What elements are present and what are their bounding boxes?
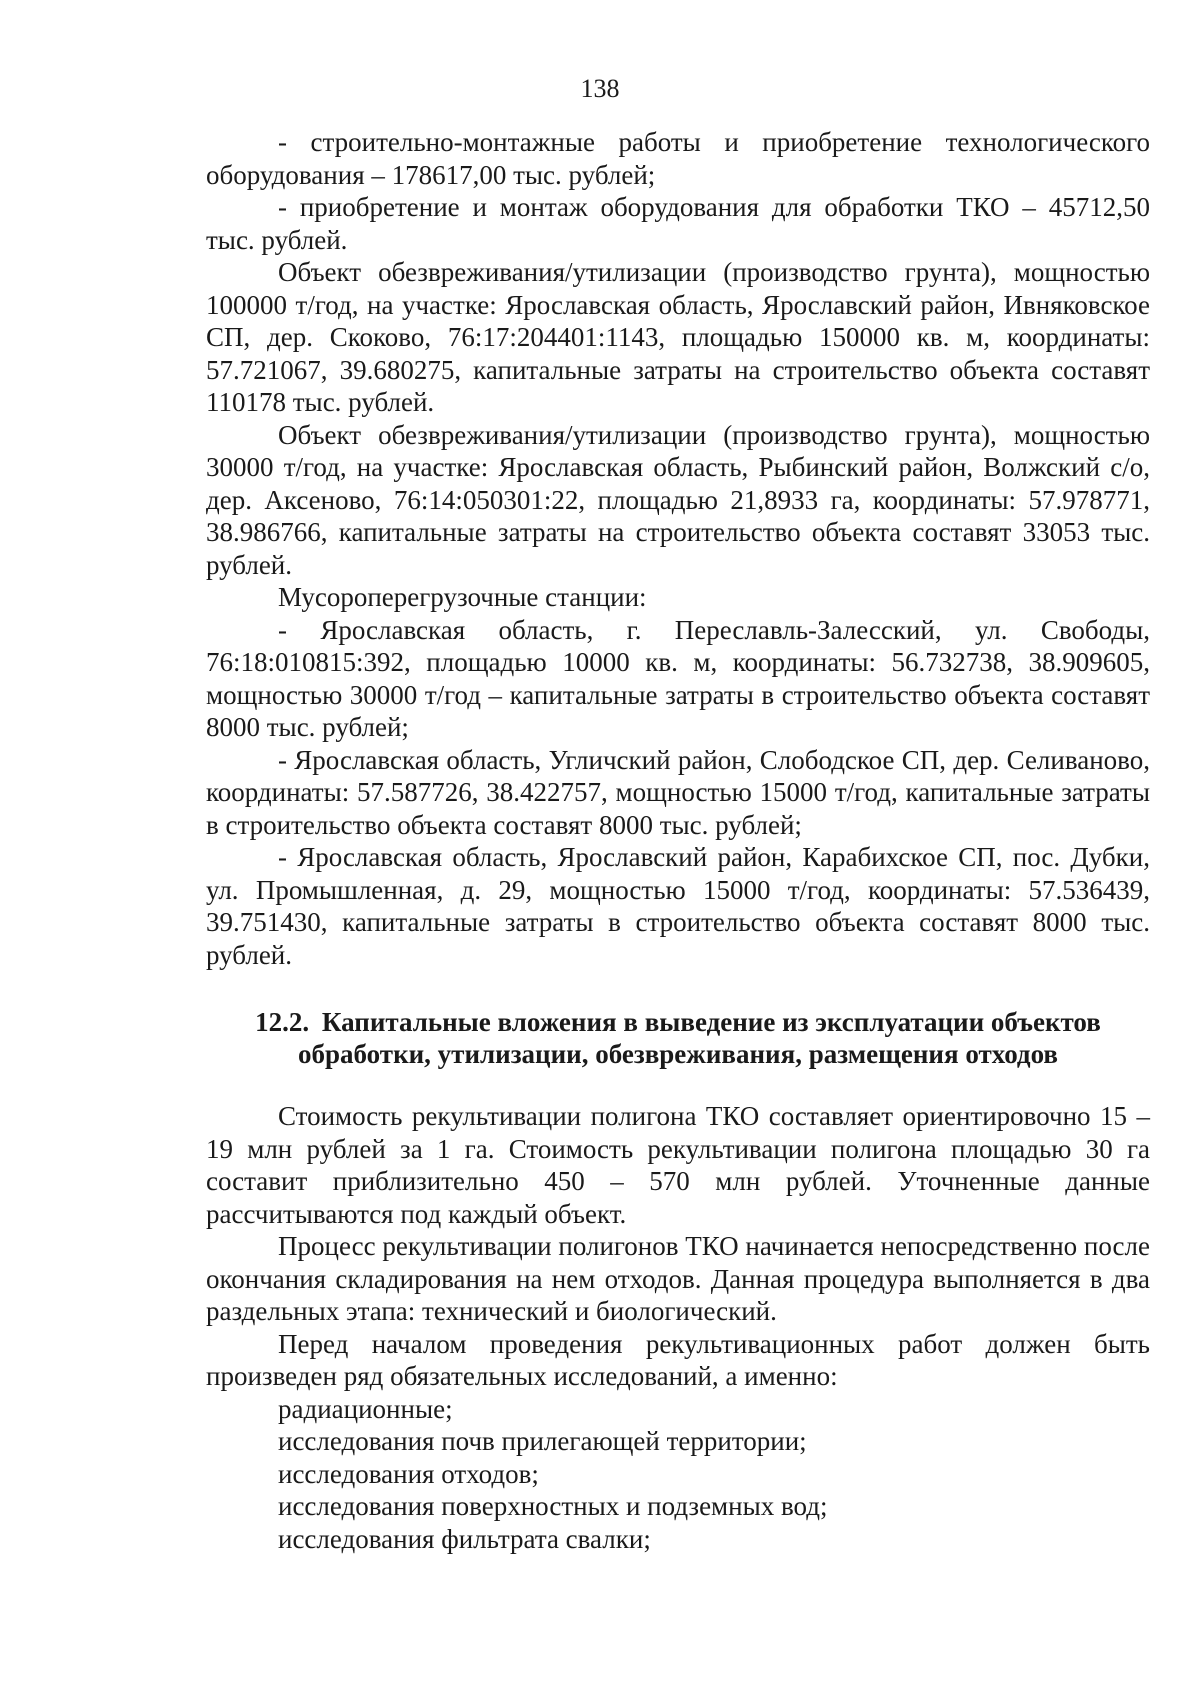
section-number: 12.2. xyxy=(255,1007,310,1037)
body-text-bottom xyxy=(206,1100,1150,1555)
paragraph: - приобретение и монтаж оборудования для обработки ТКО – 45712,50 тыс. рублей. xyxy=(206,192,1150,255)
list-item: исследования почв прилегающей территории; xyxy=(278,1426,807,1456)
list-item: исследования отходов; xyxy=(278,1458,539,1489)
paragraph: Мусороперегрузочные станции: xyxy=(278,582,647,612)
paragraph: Объект обезвреживания/утилизации (производство грунта), мощностью 30000 т/год, на участке: Ярославская область, Рыбинский район, Волжский с/о, дер. Аксеново, 76:14:050301:22, площадью 21,8933 га, координаты: 57.978771, 38.986766, капитальные затраты на строительство объекта составят 33053 тыс. рублей. xyxy=(206,419,1150,580)
paragraph: - Ярославская область, Угличский район, Слободское СП, дер. Селиваново, координаты: 57.587726, 38.422757, мощностью 15000 т/год, капитальные затраты в строительство объекта составят 8000 тыс. рублей; xyxy=(206,744,1150,840)
section-title: Капитальные вложения в выведение из эксплуатации объектов обработки, утилизации, обезвреживания, размещения отходов xyxy=(298,1007,1101,1069)
paragraph: Перед началом проведения рекультивационных работ должен быть произведен ряд обязательных исследований, а именно: xyxy=(206,1328,1150,1391)
list-item: радиационные; xyxy=(278,1393,453,1424)
paragraph: Стоимость рекультивации полигона ТКО составляет ориентировочно 15 – 19 млн рублей за 1 га. Стоимость рекультивации полигона площадью 30 га составит приблизительно 450 – 570 млн рублей. Уточненные данные рассчитываются под каждый объект. xyxy=(206,1101,1150,1229)
paragraph: Объект обезвреживания/утилизации (производство грунта), мощностью 100000 т/год, на участке: Ярославская область, Ярославский район, Ивняковское СП, дер. Скоково, 76:17:204401:1143, площадью 150000 кв. м, координаты: 57.721067, 39.680275, капитальные затраты на строительство объекта составят 110178 тыс. рублей. xyxy=(206,257,1150,417)
paragraph: - Ярославская область, г. Переславль-Залесский, ул. Свободы, 76:18:010815:392, площадью 10000 кв. м, координаты: 56.732738, 38.909605, мощностью 30000 т/год – капитальные затраты в строительство объекта составят 8000 тыс. рублей; xyxy=(206,614,1150,742)
paragraph: - Ярославская область, Ярославский район, Карабихское СП, пос. Дубки, ул. Промышленная, д. 29, мощностью 15000 т/год, координаты: 57.536439, 39.751430, капитальные затраты в строительство объекта составят 8000 тыс. рублей. xyxy=(206,842,1150,970)
page-number: 138 xyxy=(580,74,620,103)
paragraph: - строительно-монтажные работы и приобретение технологического оборудования – 178617,00 тыс. рублей; xyxy=(206,127,1150,190)
paragraph: Процесс рекультивации полигонов ТКО начинается непосредственно после окончания складирования на нем отходов. Данная процедура выполняется в два раздельных этапа: технический и биологический. xyxy=(206,1231,1150,1326)
list-item: исследования поверхностных и подземных вод; xyxy=(278,1491,828,1521)
body-text-top xyxy=(206,126,1150,971)
section-heading xyxy=(206,1006,1150,1070)
list-item: исследования фильтрата свалки; xyxy=(278,1523,651,1554)
